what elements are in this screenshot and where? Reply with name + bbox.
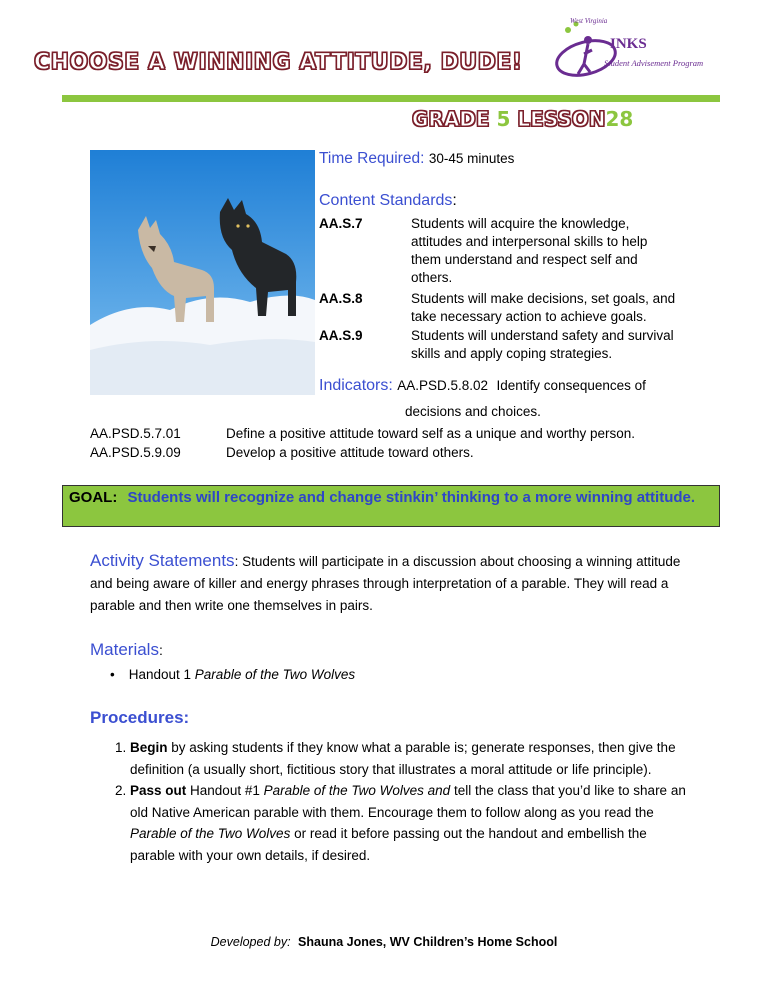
activity-text: Students will participate in a discussion about choosing a winning bbox=[242, 554, 633, 569]
standard-text: Students will acquire the knowledge, attitudes and interpersonal skills to help them understand and respect self and others. bbox=[411, 216, 648, 285]
indicator-code: AA.PSD.5.9.09 bbox=[90, 445, 181, 460]
materials-item: • Handout 1 Parable of the Two Wolves bbox=[110, 667, 356, 682]
footer-author: Shauna Jones, WV Children’s Home School bbox=[298, 935, 558, 949]
links-logo-icon bbox=[540, 14, 720, 84]
goal-label: GOAL: bbox=[69, 489, 118, 506]
standard-text: Students will understand safety and survival skills and apply coping strategies. bbox=[411, 328, 674, 361]
footer-credit bbox=[0, 935, 768, 949]
footer-prefix: Developed by: bbox=[210, 935, 291, 949]
activity-label: Activity Statements bbox=[90, 551, 235, 570]
svg-text:West Virginia: West Virginia bbox=[570, 17, 608, 25]
indicator-text: Identify consequences of bbox=[496, 378, 646, 393]
indicator-text: Develop a positive attitude toward others. bbox=[226, 445, 474, 460]
activity-statements: Activity Statements: Students will participate in a discussion about choosing a winning attitude and being aware of killer and energy phrases through interpretation of a parable. They will read a parable and then write one themselves in pairs. bbox=[90, 551, 681, 613]
goal-box bbox=[62, 485, 720, 527]
indicators-label: Indicators: bbox=[319, 377, 393, 394]
time-value: 30-45 minutes bbox=[428, 151, 515, 166]
content-standards-heading: Content Standards: bbox=[319, 192, 457, 209]
links-logo bbox=[540, 14, 720, 84]
wolves-photo bbox=[90, 150, 315, 395]
lesson-number: 28 bbox=[605, 107, 634, 131]
goal-text: Students will recognize and change stinkin’ thinking to a more winning attitude. bbox=[127, 489, 696, 506]
activity-text-rest: attitude and being aware of killer and energy phrases through interpretation of a parable. They will read a parable and then write one themselves in pairs. bbox=[90, 554, 681, 613]
procedure-step: 2. Pass out Handout #1 Parable of the Two Wolves and tell the class that you’d like to share an old Native American parable with them. Encourage them to follow along as you read the Parable of the Two Wolves or read it before passing out the handout and embellish the parable with your own details, if desired. bbox=[130, 780, 688, 866]
indicator-code: AA.PSD.5.8.02 bbox=[397, 378, 489, 393]
bullet-icon: • bbox=[110, 667, 115, 682]
standard-text: Students will make decisions, set goals, and take necessary action to achieve goals. bbox=[411, 291, 676, 324]
time-required bbox=[319, 150, 514, 168]
time-label: Time Required: bbox=[319, 150, 425, 167]
indicator-text-cont: decisions and choices. bbox=[405, 404, 541, 419]
indicators-first bbox=[319, 377, 646, 395]
procedure-step: 1. Begin by asking students if they know what a parable is; generate responses, then give the definition (a usually short, fictitious story that illustrates a moral attitude or life principle). bbox=[130, 737, 688, 780]
grade-label: GRADE bbox=[412, 107, 490, 131]
materials-heading: Materials: bbox=[90, 640, 163, 659]
procedures-list bbox=[108, 737, 688, 866]
procedures-heading: Procedures: bbox=[90, 708, 190, 727]
standard-code: AA.S.7 bbox=[319, 216, 363, 231]
lesson-label: LESSON bbox=[517, 107, 606, 131]
standard-code: AA.S.9 bbox=[319, 328, 363, 343]
indicator-text: Define a positive attitude toward self as a unique and worthy person. bbox=[226, 426, 635, 441]
indicator-code: AA.PSD.5.7.01 bbox=[90, 426, 181, 441]
header-divider bbox=[62, 95, 720, 102]
page-title: CHOOSE A WINNING ATTITUDE, DUDE! bbox=[34, 50, 523, 75]
grade-number: 5 bbox=[496, 107, 511, 131]
svg-text:INKS: INKS bbox=[610, 36, 647, 52]
standard-code: AA.S.8 bbox=[319, 291, 363, 306]
svg-text:Student Advisement Program: Student Advisement Program bbox=[604, 58, 704, 68]
grade-lesson-heading bbox=[412, 107, 633, 131]
